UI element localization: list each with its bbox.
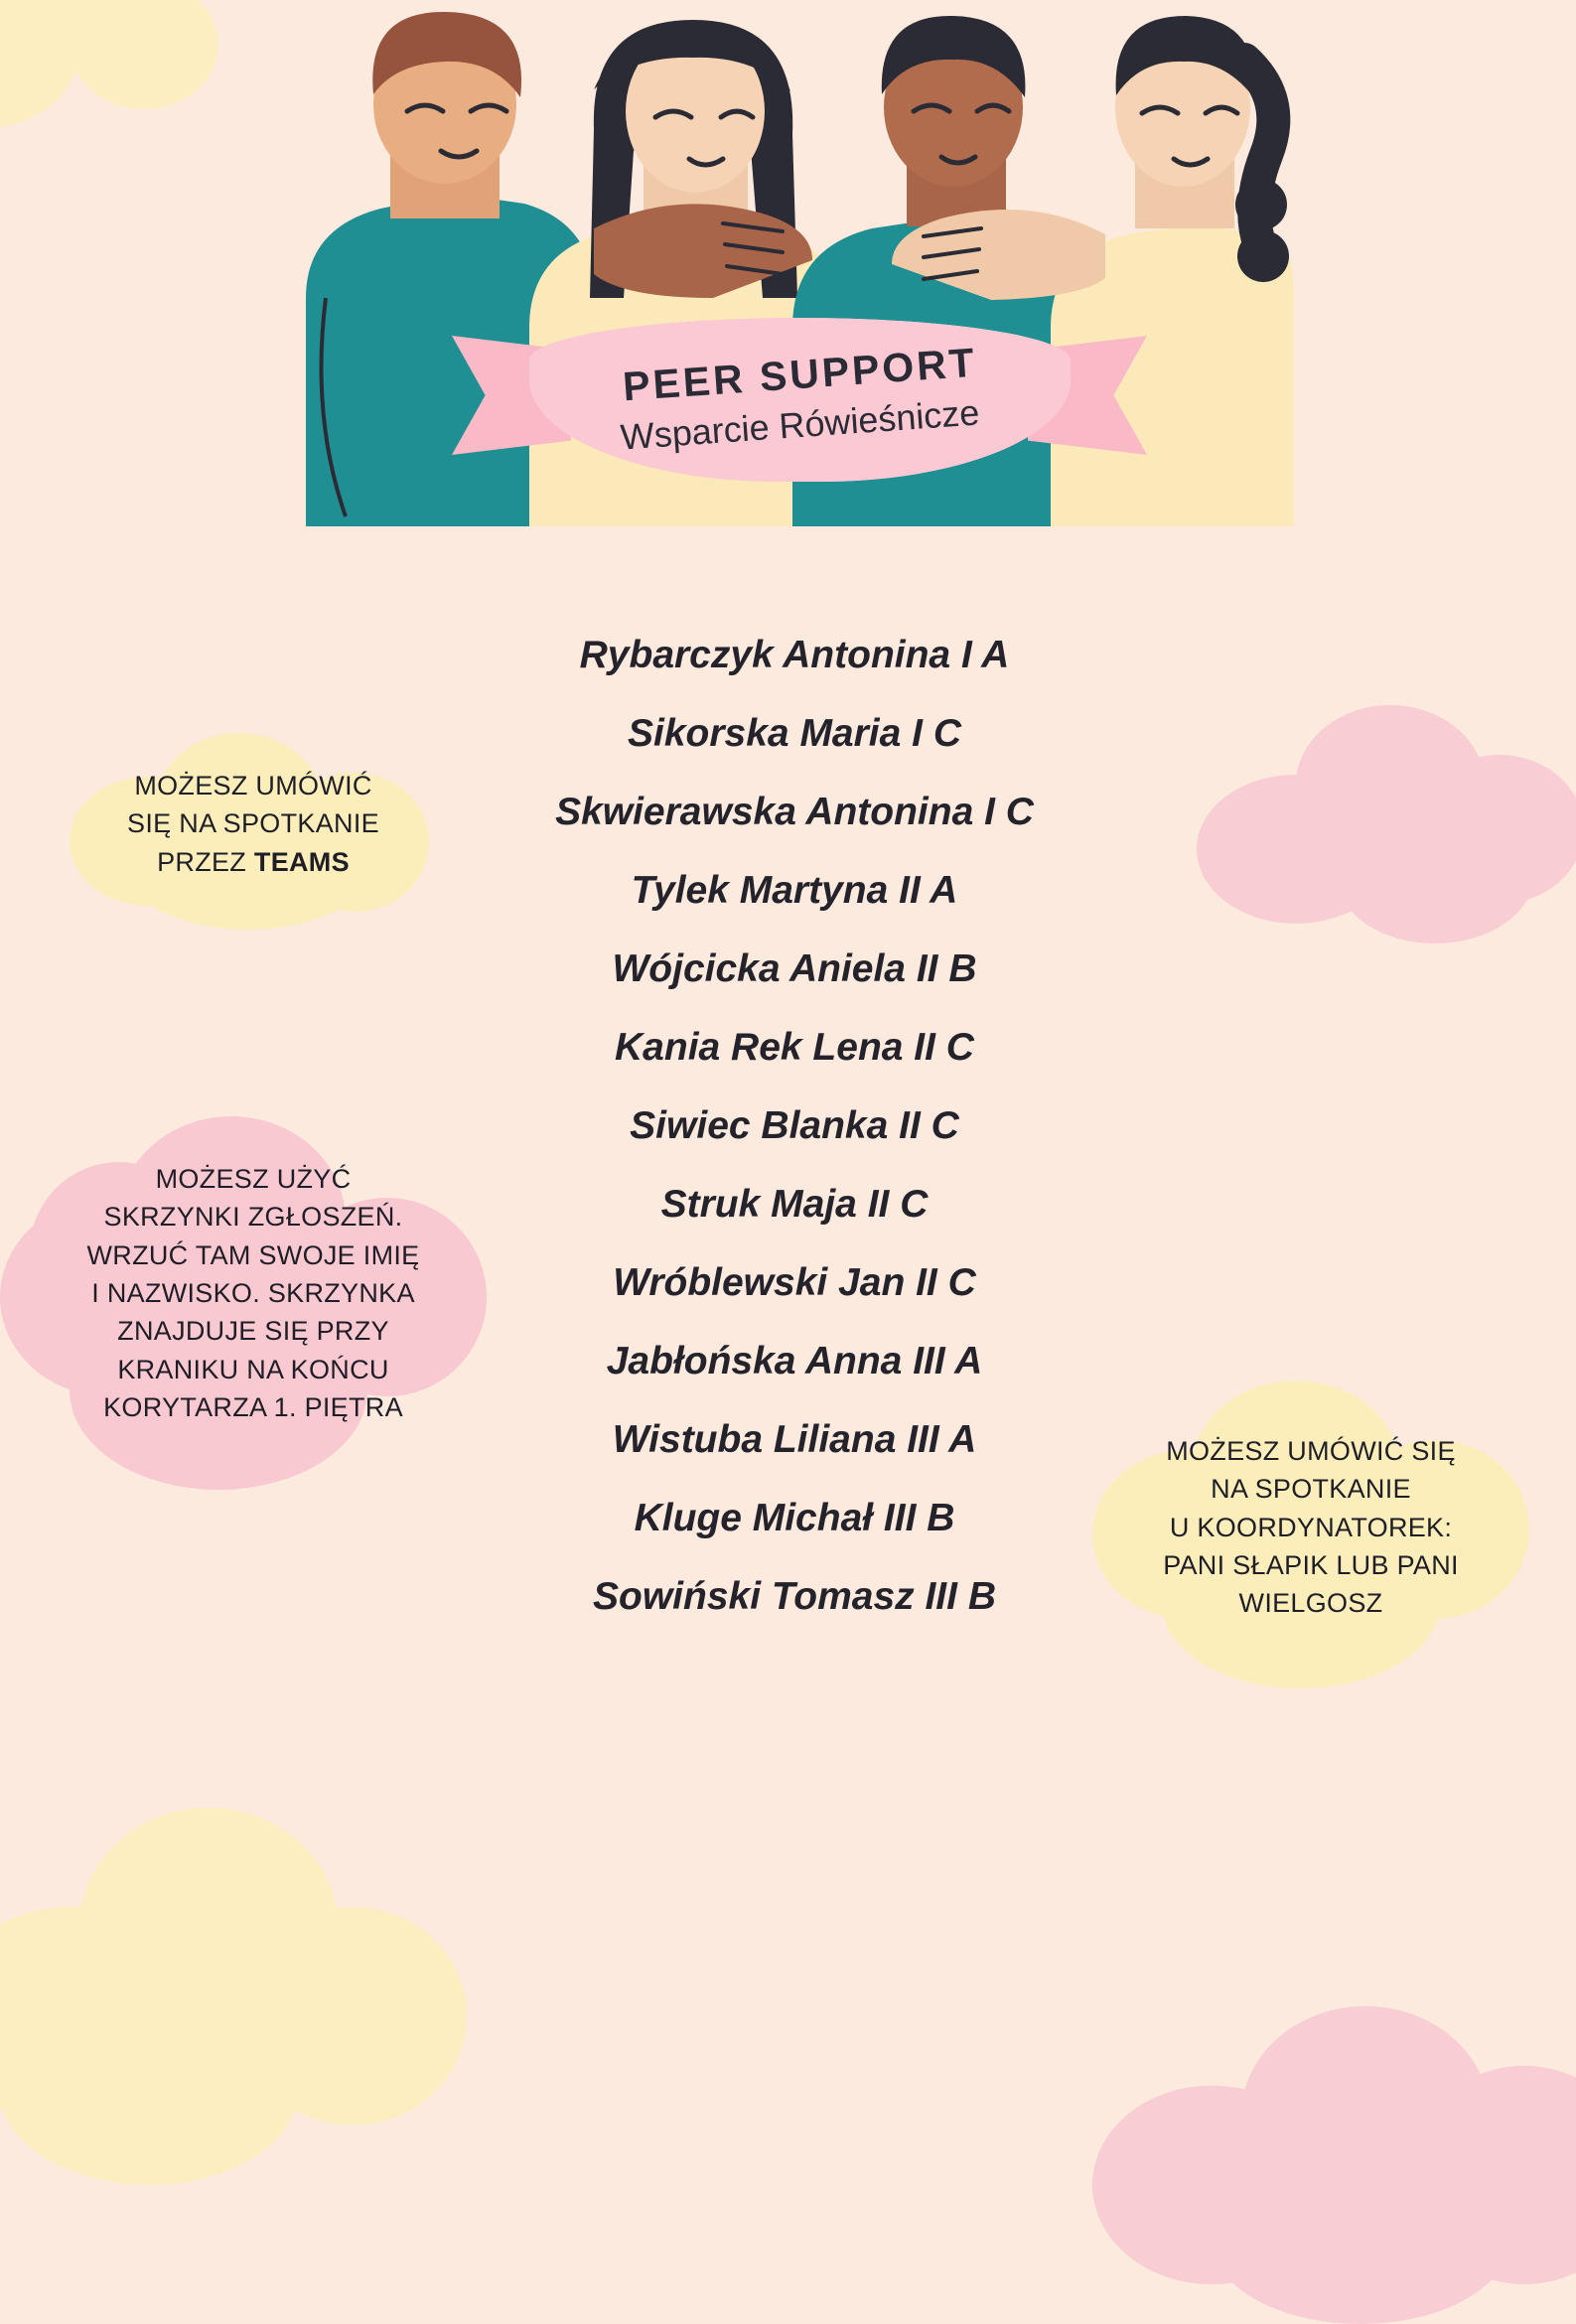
list-item: Wistuba Liliana III A	[612, 1418, 977, 1461]
bubble-line: PANI SŁAPIK LUB PANI	[1163, 1549, 1459, 1580]
list-item: Wójcicka Aniela II B	[612, 947, 977, 990]
info-bubble-teams	[70, 725, 437, 934]
list-item: Wróblewski Jan II C	[613, 1261, 976, 1304]
bubble-line: MOŻESZ UMÓWIĆ SIĘ	[1166, 1436, 1456, 1466]
poster-subtitle: Wsparcie Rówieśnicze	[619, 391, 981, 458]
list-item: Struk Maja II C	[660, 1183, 929, 1226]
banner	[452, 318, 1147, 566]
bubble-line: SKRZYNKI ZGŁOSZEŃ.	[103, 1202, 403, 1233]
bubble-line: KRANIKU NA KOŃCU	[117, 1354, 389, 1384]
decorative-cloud-right-upper	[1177, 685, 1576, 944]
peer-supporters-list	[437, 636, 1152, 1656]
decorative-cloud-bottom-left	[0, 1768, 497, 2185]
list-item: Siwiec Blanka II C	[630, 1104, 959, 1147]
bubble-line: SIĘ NA SPOTKANIE	[127, 808, 379, 839]
bubble-line-prefix: PRZEZ	[157, 846, 254, 877]
info-bubble-coordinators	[1092, 1371, 1529, 1698]
bubble-line: MOŻESZ UŻYĆ	[155, 1164, 352, 1194]
poster-title: PEER SUPPORT	[621, 339, 979, 410]
list-item: Kluge Michał III B	[634, 1497, 955, 1539]
bubble-line: ZNAJDUJE SIĘ PRZY	[117, 1316, 389, 1347]
bubble-line-teams	[87, 843, 419, 881]
list-item: Skwierawska Antonina I C	[555, 791, 1034, 833]
list-item: Rybarczyk Antonina I A	[579, 634, 1010, 676]
info-bubble-suggestion-box	[0, 1102, 506, 1520]
bubble-line: WRZUĆ TAM SWOJE IMIĘ	[86, 1239, 420, 1270]
decorative-cloud-top-left	[0, 0, 218, 139]
list-item: Sikorska Maria I C	[628, 712, 961, 755]
bubble-line: NA SPOTKANIE	[1211, 1474, 1411, 1505]
bubble-line: MOŻESZ UMÓWIĆ	[134, 771, 372, 800]
list-item: Kania Rek Lena II C	[615, 1026, 974, 1069]
bubble-line: U KOORDYNATOREK:	[1169, 1512, 1453, 1542]
bubble-line: I NAZWISKO. SKRZYNKA	[91, 1277, 415, 1308]
bubble-line: KORYTARZA 1. PIĘTRA	[103, 1391, 403, 1422]
decorative-cloud-bottom-right	[1092, 1976, 1576, 2314]
list-item: Sowiński Tomasz III B	[593, 1575, 996, 1618]
bubble-line: WIELGOSZ	[1238, 1588, 1383, 1619]
teams-label: TEAMS	[253, 846, 350, 877]
list-item: Jabłońska Anna III A	[606, 1340, 983, 1382]
list-item: Tylek Martyna II A	[631, 869, 958, 912]
